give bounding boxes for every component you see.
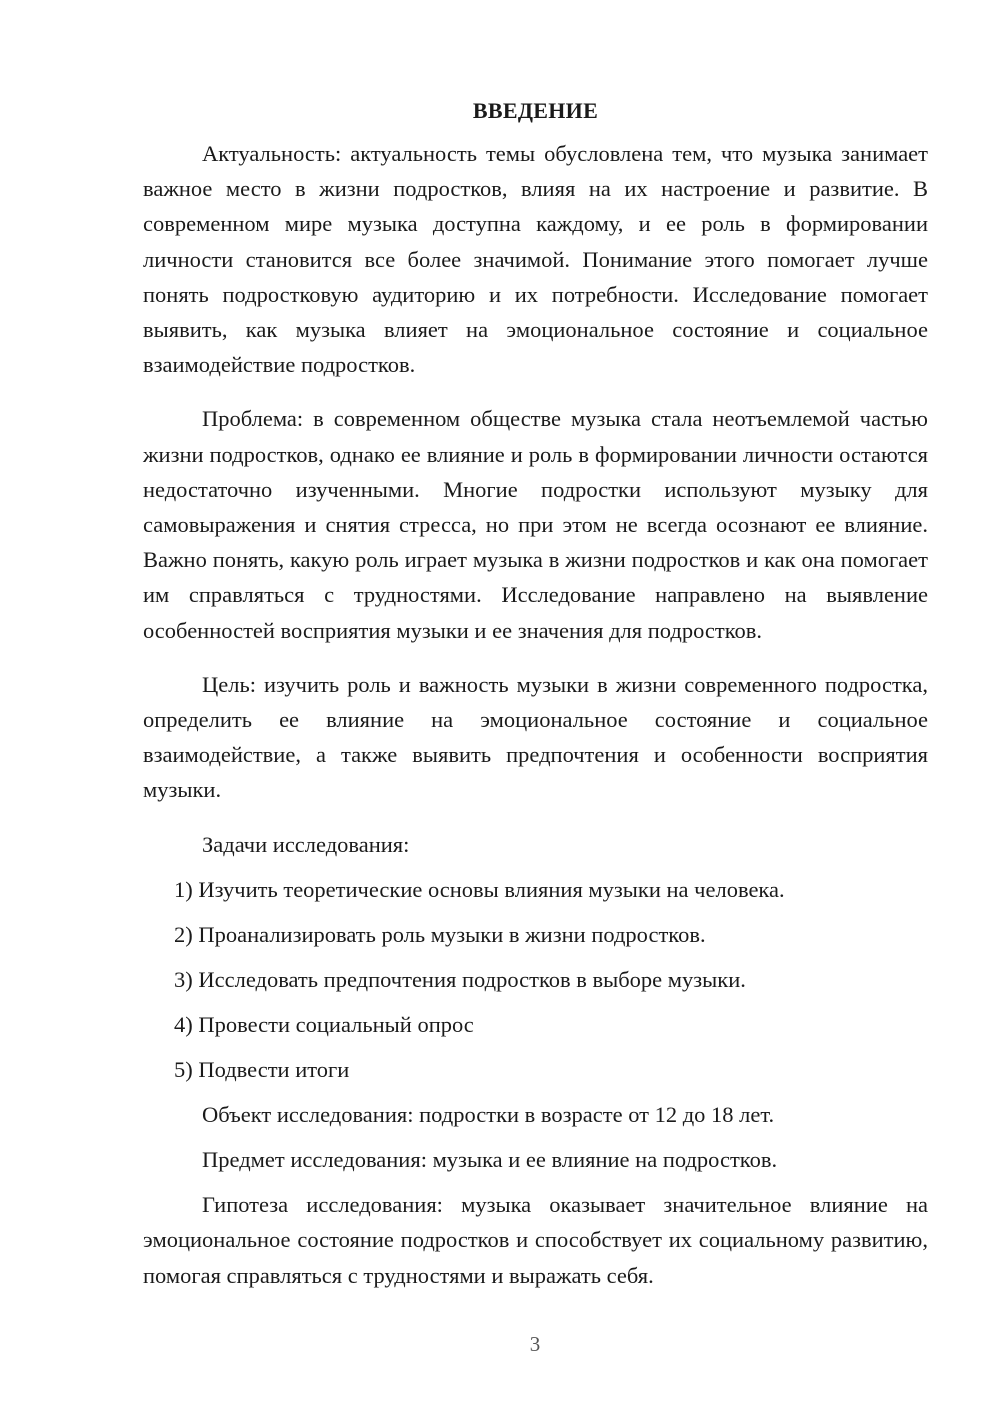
- relevance-paragraph: Актуальность: актуальность темы обусловлена тем, что музыка занимает важное место в жизни подростков, влияя на их настроение и развитие. В современном мире музыка доступна каждому, и ее роль в формировании личности становится все более значимой. Понимание этого помогает лучше понять подростковую аудиторию и их потребности. Исследование помогает выявить, как музыка влияет на эмоциональное состояние и социальное взаимодействие подростков.: [143, 141, 928, 378]
- list-item: 3) Исследовать предпочтения подростков в выборе музыки.: [174, 966, 746, 992]
- document-body: [143, 96, 928, 1312]
- list-item: 4) Провести социальный опрос: [174, 1011, 474, 1037]
- list-item: 1) Изучить теоретические основы влияния музыки на человека.: [174, 876, 785, 902]
- object-paragraph: Объект исследования: подростки в возрасте от 12 до 18 лет.: [202, 1101, 775, 1127]
- list-item: 2) Проанализировать роль музыки в жизни подростков.: [174, 921, 706, 947]
- list-item: 5) Подвести итоги: [174, 1056, 350, 1082]
- problem-paragraph: Проблема: в современном обществе музыка стала неотъемлемой частью жизни подростков, однако ее влияние и роль в формировании личности остаются недостаточно изученными. Многие подростки используют музыку для самовыражения и снятия стресса, но при этом не всегда осознают ее влияние. Важно понять, какую роль играет музыка в жизни подростков и как она помогает им справляться с трудностями. Исследование направлено на выявление особенностей восприятия музыки и ее значения для подростков.: [143, 406, 928, 643]
- tasks-heading: Задачи исследования:: [202, 831, 410, 857]
- tasks-list: [143, 872, 928, 1087]
- subject-paragraph: Предмет исследования: музыка и ее влияние на подростков.: [202, 1147, 778, 1173]
- hypothesis-paragraph: Гипотеза исследования: музыка оказывает значительное влияние на эмоциональное состояние подростков и способствует их социальному развитию, помогая справляться с трудностями и выражать себя.: [143, 1192, 928, 1288]
- page-title: ВВЕДЕНИЕ: [472, 98, 599, 123]
- page-number: 3: [529, 1332, 541, 1356]
- goal-paragraph: Цель: изучить роль и важность музыки в жизни современного подростка, определить ее влияние на эмоциональное состояние и социальное взаимодействие, а также выявить предпочтения и особенности восприятия музыки.: [143, 671, 928, 803]
